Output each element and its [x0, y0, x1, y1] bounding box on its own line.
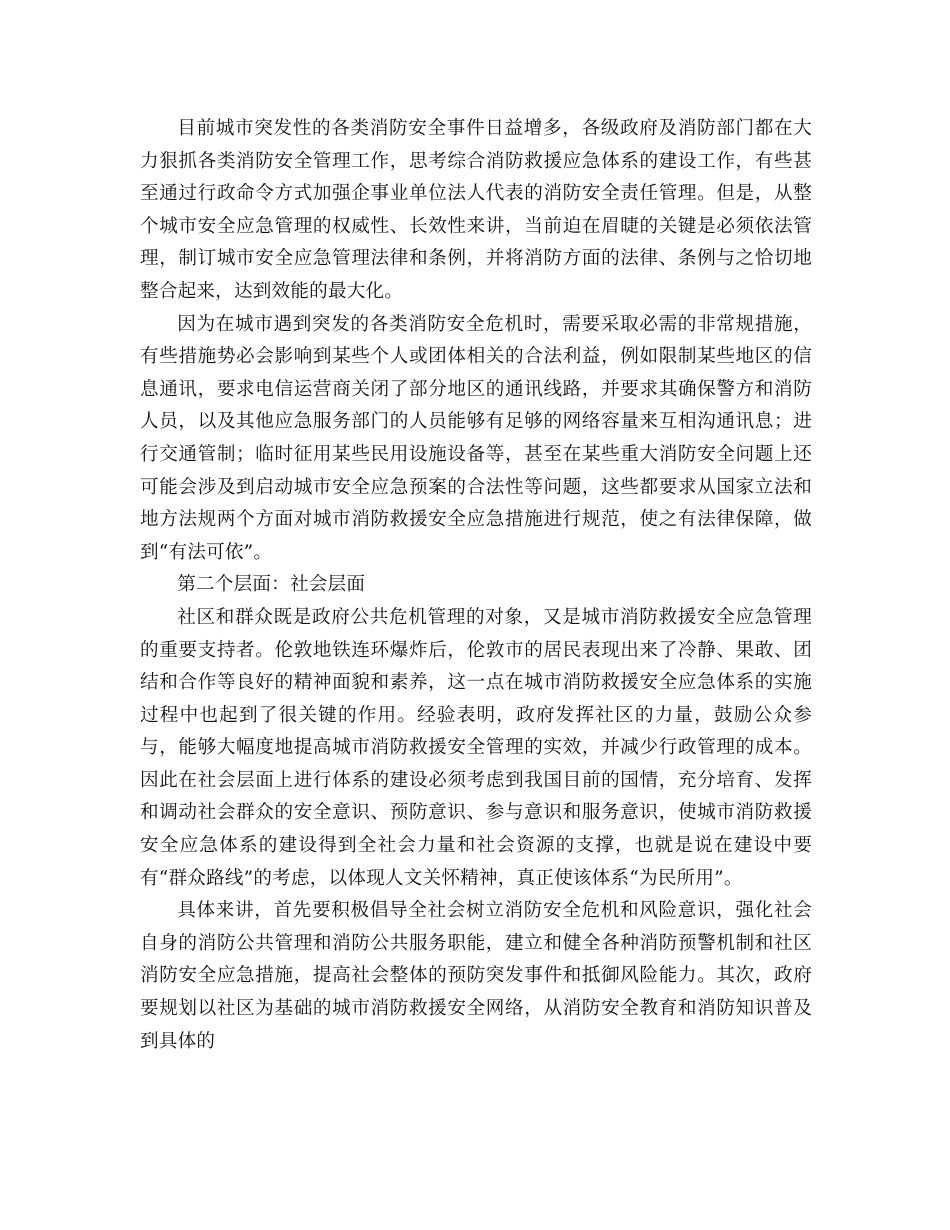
document-body	[140, 113, 812, 1058]
paragraph-emergency-measures: 因为在城市遇到突发的各类消防安全危机时，需要采取必需的非常规措施，有些措施势必会影响到某些个人或团体相关的合法利益，例如限制某些地区的信息通讯，要求电信运营商关闭了部分地区的通讯线路，并要求其确保警方和消防人员，以及其他应急服务部门的人员能够有足够的网络容量来互相沟通讯息；进行交通管制；临时征用某些民用设施设备等，甚至在某些重大消防安全问题上还可能会涉及到启动城市安全应急预案的合法性等问题，这些都要求从国家立法和地方法规两个方面对城市消防救援安全应急措施进行规范，使之有法律保障，做到“有法可依”。	[140, 313, 812, 563]
paragraph-legal-basis: 目前城市突发性的各类消防安全事件日益增多，各级政府及消防部门都在大力狠抓各类消防安全管理工作，思考综合消防救援应急体系的建设工作，有些甚至通过行政命令方式加强企事业单位法人代表的消防安全责任管理。但是，从整个城市安全应急管理的权威性、长效性来讲，当前迫在眉睫的关键是必须依法管理，制订城市安全应急管理法律和条例，并将消防方面的法律、条例与之恰切地整合起来，达到效能的最大化。	[140, 118, 812, 302]
section-heading-social-level: 第二个层面：社会层面	[177, 574, 366, 596]
paragraph-specific-actions: 具体来讲，首先要积极倡导全社会树立消防安全危机和风险意识，强化社会自身的消防公共管理和消防公共服务职能，建立和健全各种消防预警机制和社区消防安全应急措施，提高社会整体的预防突发事件和抵御风险能力。其次，政府要规划以社区为基础的城市消防救援安全网络，从消防安全教育和消防知识普及到具体的	[140, 900, 812, 1052]
paragraph-community-role: 社区和群众既是政府公共危机管理的对象，又是城市消防救援安全应急管理的重要支持者。伦敦地铁连环爆炸后，伦敦市的居民表现出来了冷静、果敢、团结和合作等良好的精神面貌和素养，这一点在城市消防救援安全应急体系的实施过程中也起到了很关键的作用。经验表明，政府发挥社区的力量，鼓励公众参与，能够大幅度地提高城市消防救援安全管理的实效，并减少行政管理的成本。因此在社会层面上进行体系的建设必须考虑到我国目前的国情，充分培育、发挥和调动社会群众的安全意识、预防意识、参与意识和服务意识，使城市消防救援安全应急体系的建设得到全社会力量和社会资源的支撑，也就是说在建设中要有“群众路线”的考虑，以体现人文关怀精神，真正使该体系“为民所用”。	[140, 606, 812, 889]
